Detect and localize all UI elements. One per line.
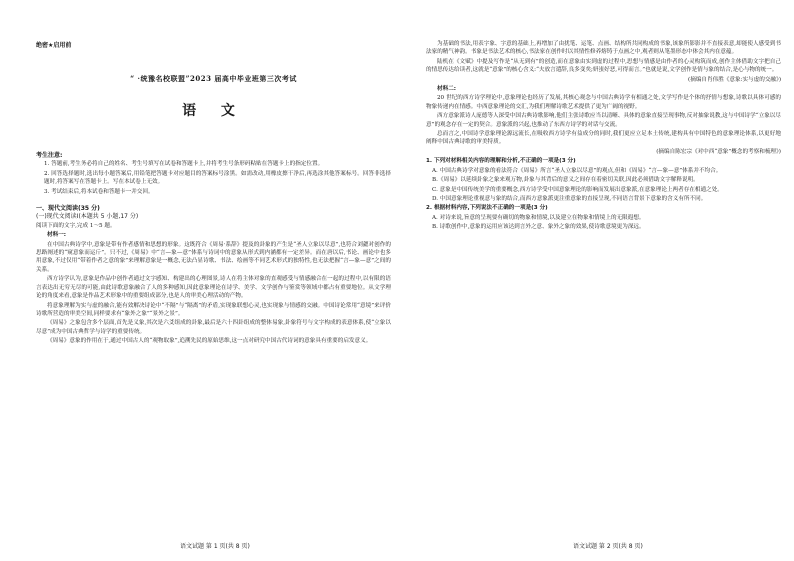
- notice-list: [36, 160, 391, 196]
- paragraph: 陆机在《文赋》中提及写作是“从无到有”的创造,而在意象由实到虚的过程中,思想与情感是由作者的心灵构筑而成,创作主体借助文字把自己的情思传达给读者,这就是“意象”的核心含义:“夫放言遣辞,良多变矣;妍蚩好恶,可得而言。”也就是说,文学创作是情与象的结合,是心与物的统一。: [426, 58, 781, 74]
- paragraph: 西方意象派诗人庞德等人深受中国古典诗歌影响,他们主张诗歌应当以清晰、具体的意象直接呈现事物,反对抽象说教,这与中国诗学“立象以尽意”的观念存在一定的契合。意象派的兴起,也推动了东西方诗学的对话与交流。: [426, 113, 781, 128]
- question-stem: 2. 根据材料内容,下列说法不正确的一项是(3 分): [426, 205, 548, 212]
- notice-item: 1. 答题前,考生务必将自己的姓名、考生号填写在试卷和答题卡上,并将考生号条形码粘贴在答题卡上的指定位置。: [44, 161, 324, 168]
- question-option: D. 中国意象理论重视意与象的结合,而西方意象派更注重意象的直接呈现,不同语言背景下意象的含义有所不同。: [432, 195, 707, 202]
- paragraph: 《周易》之象包含多个层面,首先是义象,其次是六爻组成的卦象,最后是六十四卦组成的整体易象,卦象符号与文字构成的表意体系,使“立象以尽意”成为中国古典哲学与诗学的重要传统。: [36, 320, 391, 335]
- question-option: A. 中国古典诗学对意象的看法符合《周易》所言“圣人立象以尽意”的观点,但和《周易》“言—象—意”体系并不均合。: [432, 167, 722, 174]
- question-option: B.《周易》以延续卦象之象来观万物,卦象与其背后的意义之间存在着密切关联,因此必须借助文字解释说明。: [432, 177, 699, 184]
- reading-instruction: 阅读下面的文字,完成 1～5 题。: [36, 222, 116, 229]
- paragraph: 《周易》意象的作用在于,通过中国古人的“观物取象”,追溯先民的原始思维,这一点对研究中国古代诗词的意象具有重要的启发意义。: [47, 338, 372, 345]
- page-footer-left: 语文试题 第 1 页(共 8 页): [180, 543, 250, 550]
- paragraph: 在中国古典诗学中,意象是带有作者感情和思想的形象。这既符合《周易·系辞》提及的卦象的产生是“圣人立象以尽意”,也符合刘勰对创作的思路阐述的“窥意象而运斤”。只不过,《周易》中“言—象—意”体系与诗词中的意象从形式到内涵都有一定差异。而在唐以后,书论、画论中也多用意象,不过仅用“带着作者之意的象”来理解意象是一概念,无法凸显诗歌、书法、绘画等不同艺术形式的独特性,也无法把握“言—象—意”之间的关系。: [36, 241, 391, 273]
- source-citation: (摘编自肖伟胜《意象:实与虚的交融》): [688, 76, 781, 83]
- notice-item: 2. 回答选择题时,选出每小题答案后,用铅笔把答题卡对应题目的答案标号涂黑。如需改动,用橡皮擦干净后,再选涂其他答案标号。回答非选择题时,将答案写在答题卡上。写在本试卷上无效。: [44, 170, 391, 186]
- material-label: 材料一:: [47, 232, 67, 239]
- notice-item: 3. 考试结束后,将本试卷和答题卡一并交回。: [44, 188, 154, 195]
- question-stem: 1. 下列对材料相关内容的理解和分析,不正确的一项是(3 分): [426, 158, 576, 165]
- question-option: B. 诗歌创作中,意象的运用应该达到言外之意、象外之象的效果,使诗歌意境更为深远。: [432, 224, 645, 231]
- question-option: A. 对诗来说,旨意的呈现要有确切的物象和情境,以及建立在物象和情境上的无限遐想。: [432, 214, 645, 221]
- paragraph: 总而言之,中国诗学意象理论源远流长,在吸收西方诗学有益成分的同时,我们更应立足本土传统,建构具有中国特色的意象理论体系,以更好地阐释中国古典诗歌的审美特质。: [426, 131, 781, 146]
- source-citation: (摘编自陈宏宗《对中西“意象”概念的考察和梳理》): [656, 148, 781, 155]
- notice-block: [36, 152, 391, 196]
- left-column: [36, 152, 391, 347]
- secret-label: 绝密★启用前: [36, 42, 72, 49]
- right-column: [426, 40, 781, 233]
- paragraph: 20 世纪的西方诗学理论中,意象理论也经历了发展,其核心观念与中国古典诗学有相通之处,文学写作是个体的抒情与想象,诗歌以具体可感的物象传递内在情感。中西意象理论的交汇,为我们理解诗歌艺术提供了更为广阔的视野。: [426, 95, 781, 110]
- subsection-heading: (一)现代文阅读Ⅰ(本题共 5 小题,17 分): [36, 213, 139, 221]
- notice-heading: 考生注意:: [36, 152, 63, 159]
- paragraph: 将意象理解为实与虚的融合,能有效解决诗论中“不隔”与“隔离”的矛盾,实现象联想心灵,也实现象与情感的交融。中国诗论常用“意境”来评价诗歌所营造的审美空间,同样要求有“象外之象”“景外之景”。: [36, 302, 391, 317]
- material-label: 材料二:: [437, 86, 457, 93]
- subject-title: 语 文: [182, 103, 245, 119]
- section-heading: 一、现代文阅读(35 分): [36, 205, 100, 213]
- paragraph: 西方诗学认为,意象是作品中创作者通过文字感知、构建出的心理图景,诗人在将主体对象的直观感受与情感融合在一起的过程中,以有限的语言表达出无穷无尽的可能,由此诗歌意象融合了人的多种感知,因此意象理论在诗学、美学、文学创作与鉴赏等领域中都占有重要地位。从文学理论的角度来看,意象是作品艺术形象中的重要组成部分,也是人的审美心理活动的产物。: [36, 276, 391, 300]
- exam-title: “ ·统豫名校联盟”2023 届高中毕业班第三次考试: [130, 74, 297, 83]
- paragraph: 为基础的书法,用表字象、字意的基础上,再增加了由扰笔、运笔、点画、结构所共同构成的书象,该象所影影并不直接表意,却能使人感受到书法家的精气神韵。书象是书法艺术的核心,书法家在创作时以其情性修养熔铸于点画之中,观者则从笔墨形态中体会其内在意蕴。: [426, 41, 781, 56]
- question-option: C. 意象是中国传统美学的重要概念,西方诗学受中国意象理论的影响而发展出意象派,在意象理论上两者存在相通之处。: [432, 186, 723, 193]
- page-footer-right: 语文试题 第 2 页(共 8 页): [573, 543, 643, 550]
